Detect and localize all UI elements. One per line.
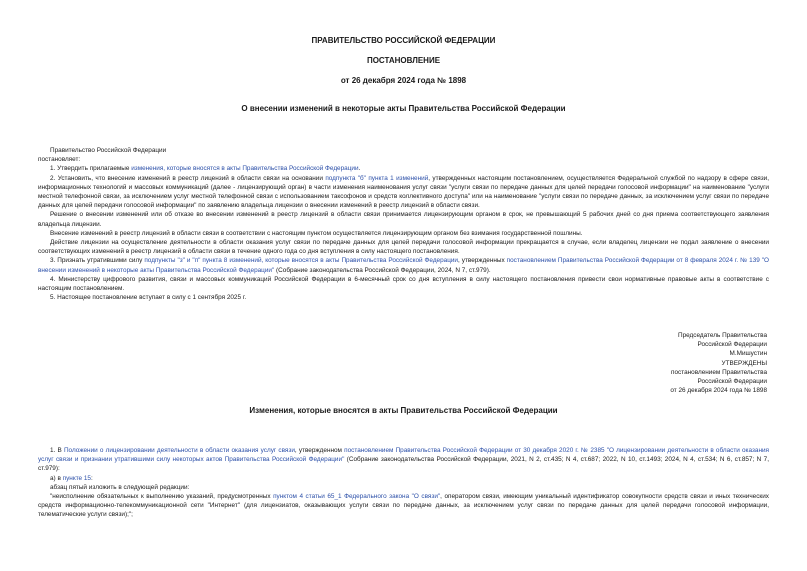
government-heading: ПРАВИТЕЛЬСТВО РОССИЙСКОЙ ФЕДЕРАЦИИ: [311, 36, 496, 45]
paragraph-8: 5. Настоящее постановление вступает в силу с 1 сентября 2025 г.: [50, 294, 247, 302]
paragraph-2-rest: , утвержденных настоящим постановлением, осуществляется Федеральной службой по надзору в сфере связи, информационных технологий и массовых коммуникаций (далее - лицензирующий орган) в части изменения наименования услуг связи "услуги связи по передаче данных для целей передачи голосовой информации" на наименование "услуги местной телефонной связи, за исключением услуг местной телефонной связи с использованием таксофонов и средств коллективного доступа" или на наименование "услуги связи по передаче данных, за исключением услуг связи по передаче данных для целей передачи голосовой информации" по заявлению владельца лицензии о внесении изменений в реестр лицензий в области связи.: [38, 174, 769, 210]
document-body: [38, 146, 769, 302]
annex-paragraph-4-end: , оператором связи, имеющим уникальный идентификатор совокупности средств связи и иных технических средств информационно-телекоммуникационной сети "Интернет" (для лицензиатов, оказывающих услуги связи по передаче данных, за исключением услуг связи по передаче данных для целей передачи голосовой информации, телематические услуги связи);";: [38, 493, 769, 519]
approval-country: Российской Федерации: [697, 377, 767, 385]
annex-paragraph-1-text: 1. В: [50, 447, 64, 454]
link-subpoint-b[interactable]: подпункта "б" пункта 1 изменений: [325, 174, 429, 182]
signature-name: М.Мишустин: [729, 350, 767, 358]
annex-paragraph-4-text: "неисполнение обязательных к выполнению указаний, предусмотренных: [50, 493, 274, 501]
link-licensing-regulation[interactable]: Положении о лицензировании деятельности в области оказания услуг связи: [63, 447, 295, 454]
link-resolution-2385[interactable]: постановлением Правительства Российской Федерации от 30 декабря 2020 г. № 2385 "О лицензировании деятельности в области оказания услуг связи и признании утратившими силу некоторых актов Правительства Российской Федерации": [38, 447, 770, 464]
signature-country: Российской Федерации: [697, 341, 767, 349]
annex-body: [38, 446, 769, 520]
annex-paragraph-4: [38, 492, 769, 520]
signature-position: Председатель Правительства: [678, 332, 767, 339]
paragraph-4: Внесение изменений в реестр лицензий в области связи в соответствии с настоящим пунктом осуществляется лицензирующим органом без взимания государственной пошлины.: [50, 229, 583, 237]
annex-title: Изменения, которые вносятся в акты Правительства Российской Федерации: [249, 406, 558, 415]
paragraph-5: Действие лицензии на осуществление деятельности в области оказания услуг связи по передаче данных для целей передачи голосовой информации прекращается в случае, если владелец лицензии не подал заявление о внесении соответствующих изменений в реестр лицензий в области связи в течение одного года со дня вступления в силу настоящего постановления.: [38, 239, 769, 256]
document-type: ПОСТАНОВЛЕНИЕ: [366, 56, 441, 65]
annex-paragraph-2-text: а) в: [50, 474, 63, 482]
link-resolution-139[interactable]: постановлением Правительства Российской Федерации от 8 февраля 2024 г. № 139 "О внесении изменений в некоторые акты Правительства Российской Федерации": [38, 257, 770, 274]
approval-label: УТВЕРЖДЕНЫ: [721, 359, 767, 367]
link-communications-law[interactable]: пунктом 4 статьи 65_1 Федерального закона "О связи": [273, 493, 441, 501]
annex-paragraph-1-mid: , утвержденном: [294, 447, 345, 454]
annex-paragraph-2: [38, 474, 769, 483]
approval-by: постановлением Правительства: [671, 368, 767, 376]
paragraph-6-text: 3. Признать утратившими силу: [50, 257, 145, 265]
annex-paragraph-3: абзац пятый изложить в следующей редакции:: [50, 483, 190, 491]
annex-paragraph-1-end: (Собрание законодательства Российской Федерации, 2021, N 2, ст.435; N 4, ст.687; 2022, N 10, ст.1493; 2024, N 4, ст.534; N 6, ст.857; N 7, ст.979):: [38, 456, 769, 473]
paragraph-1: [38, 164, 769, 173]
link-point-15[interactable]: пункте 15: [62, 474, 91, 482]
annex-paragraph-2-end: :: [91, 474, 93, 482]
paragraph-7: 4. Министерству цифрового развития, связи и массовых коммуникаций Российской Федерации в 6-месячный срок со дня вступления в силу настоящего постановления привести свои нормативные правовые акты в соответствие с настоящим постановлением.: [38, 275, 769, 293]
annex-paragraph-1: [38, 446, 769, 474]
link-changes[interactable]: изменения, которые вносятся в акты Правительства Российской Федерации: [131, 165, 359, 173]
paragraph-6: [38, 256, 769, 274]
intro-line-2: постановляет:: [38, 156, 81, 164]
document-date-number: от 26 декабря 2024 года № 1898: [340, 76, 467, 85]
paragraph-1-text: 1. Утвердить прилагаемые: [50, 165, 132, 173]
paragraph-1-end: .: [358, 165, 361, 173]
document-title: О внесении изменений в некоторые акты Правительства Российской Федерации: [241, 104, 566, 113]
paragraph-2: [38, 174, 769, 211]
approval-date: от 26 декабря 2024 года № 1898: [670, 387, 767, 395]
paragraph-6-mid: , утвержденных: [458, 257, 507, 265]
paragraph-3: Решение о внесении изменений или об отказе во внесении изменений в реестр лицензий в области связи принимается лицензирующим органом в срок, не превышающий 5 рабочих дней со дня приема соответствующего заявления владельца лицензии.: [38, 211, 769, 228]
paragraph-6-end: (Собрание законодательства Российской Федерации, 2024, N 7, ст.979).: [274, 266, 491, 274]
intro-line-1: Правительство Российской Федерации: [50, 147, 167, 154]
link-subpoints-z-p[interactable]: подпункты "з" и "п" пункта 8 изменений, которые вносятся в акты Правительства Российской Федерации: [144, 257, 459, 265]
signature-block: [38, 331, 767, 395]
paragraph-2-text: 2. Установить, что внесение изменений в реестр лицензий в области связи на основании: [50, 174, 326, 182]
